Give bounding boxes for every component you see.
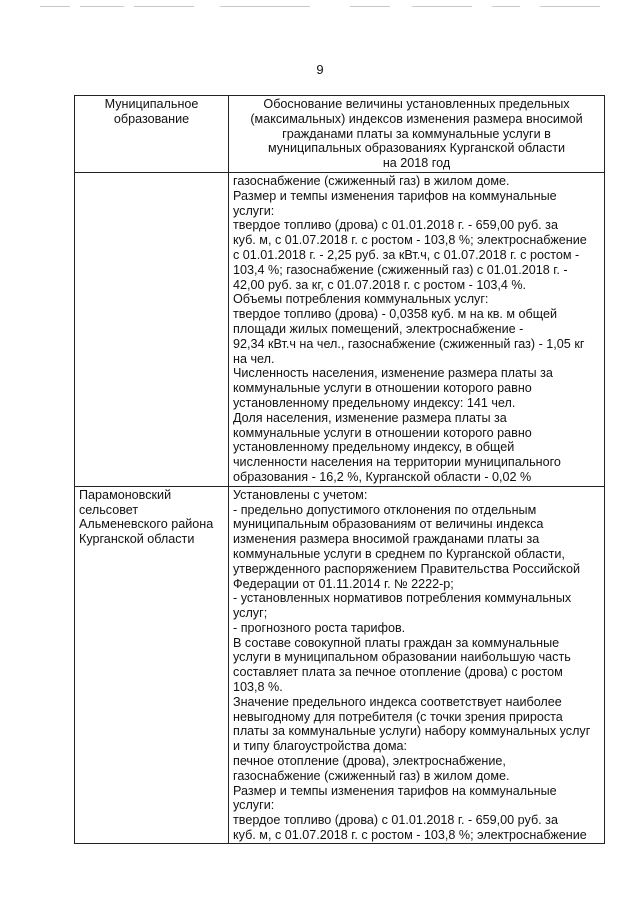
table-row bbox=[75, 486, 605, 843]
header-municipality: Муниципальное образование bbox=[75, 96, 229, 173]
justification-cell: газоснабжение (сжиженный газ) в жилом доме. Размер и темпы изменения тарифов на коммунальные услуги: твердое топливо (дрова) с 01.01.2018 г. - 659,00 руб. за куб. м, с 01.07.2018 г. с ростом - 103,8 %; электроснабжение с 01.01.2018 г. - 2,25 руб. за кВт.ч, с 01.07.2018 г. с ростом - 103,4 %; газоснабжение (сжиженный газ) с 01.01.2018 г. - 42,00 руб. за кг, с 01.07.2018 г. с ростом - 103,4 %. Объемы потребления коммунальных услуг: твердое топливо (дрова) - 0,0358 куб. м на кв. м общей площади жилых помещений, электроснабжение - 92,34 кВт.ч на чел., газоснабжение (сжиженный газ) - 1,05 кг на чел. Численность населения, изменение размера платы за коммунальные услуги в отношении которого равно установленному предельному индексу: 141 чел. Доля населения, изменение размера платы за коммунальные услуги в отношении которого равно установленному предельному индексу, в общей численности населения на территории муниципального образования - 16,2 %, Курганской области - 0,02 % bbox=[229, 172, 605, 486]
scan-artifact-marks bbox=[40, 6, 600, 8]
table-row bbox=[75, 172, 605, 486]
justification-table bbox=[74, 95, 605, 844]
justification-cell: Установлены с учетом: - предельно допустимого отклонения по отдельным муниципальным образованиям от величины индекса изменения размера вносимой гражданами платы за коммунальные услуги в среднем по Курганской области, утвержденного распоряжением Правительства Российской Федерации от 01.11.2014 г. № 2222-р; - установленных нормативов потребления коммунальных услуг; - прогнозного роста тарифов. В составе совокупной платы граждан за коммунальные услуги в муниципальном образовании наибольшую часть составляет плата за печное отопление (дрова) с ростом 103,8 %. Значение предельного индекса соответствует наиболее невыгодному для потребителя (с точки зрения прироста платы за коммунальные услуги) набору коммунальных услуг и типу благоустройства дома: печное отопление (дрова), электроснабжение, газоснабжение (сжиженный газ) в жилом доме. Размер и темпы изменения тарифов на коммунальные услуги: твердое топливо (дрова) с 01.01.2018 г. - 659,00 руб. за куб. м, с 01.07.2018 г. с ростом - 103,8 %; электроснабжение bbox=[229, 486, 605, 843]
page-number: 9 bbox=[316, 62, 324, 77]
header-justification: Обоснование величины установленных предельных (максимальных) индексов изменения размера вносимой гражданами платы за коммунальные услуги в муниципальных образованиях Курганской области на 2018 год bbox=[229, 96, 605, 173]
municipality-cell bbox=[75, 172, 229, 486]
table-header-row bbox=[75, 96, 605, 173]
municipality-cell: Парамоновский сельсовет Альменевского района Курганской области bbox=[75, 486, 229, 843]
